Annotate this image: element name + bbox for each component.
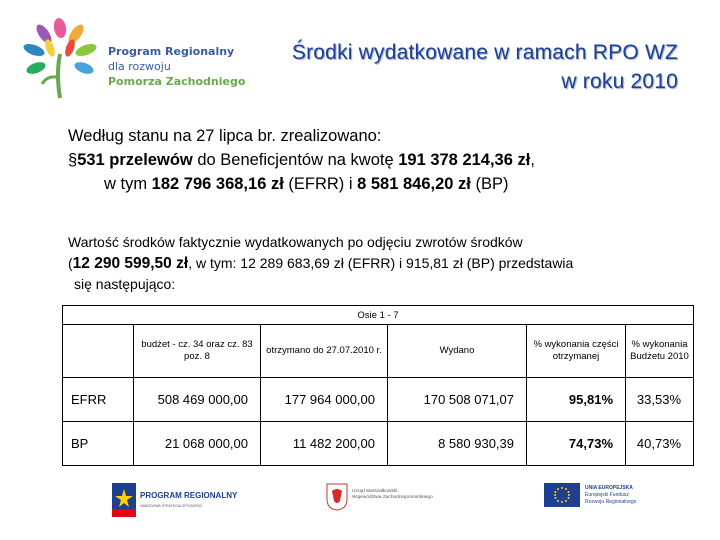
row-label: EFRR bbox=[63, 378, 134, 422]
column-header-spent: Wydano bbox=[388, 325, 527, 378]
page-title bbox=[208, 38, 678, 96]
total-amount: 191 378 214,36 zł bbox=[398, 151, 531, 169]
table-cell: 74,73% bbox=[527, 422, 626, 466]
column-header-pct-budget: % wykonania Budżetu 2010 bbox=[626, 325, 694, 378]
footer-logo3-line1: UNIA EUROPEJSKA bbox=[585, 485, 633, 491]
transfer-count: 531 przelewów bbox=[77, 151, 193, 169]
nss-star-icon bbox=[112, 483, 136, 517]
logo-line-2: dla rozwoju bbox=[108, 60, 171, 73]
column-header-pct-received: % wykonania części otrzymanej bbox=[527, 325, 626, 378]
efrr-amount: 182 796 368,16 zł bbox=[151, 175, 284, 193]
spending-table bbox=[62, 305, 694, 466]
table-cell: 40,73% bbox=[626, 422, 694, 466]
para2-line-3: się następująco: bbox=[74, 276, 176, 292]
footer-logo3-line2: Europejski Fundusz bbox=[585, 492, 629, 498]
eu-flag-icon bbox=[544, 483, 580, 507]
footer-logo1-title: PROGRAM REGIONALNY bbox=[140, 491, 238, 500]
intro-line-1: Według stanu na 27 lipca br. zrealizowano: bbox=[68, 127, 382, 145]
bp-amount: 8 581 846,20 zł bbox=[357, 175, 471, 193]
logo-line-3: Pomorza Zachodniego bbox=[108, 75, 246, 88]
table-cell: 33,53% bbox=[626, 378, 694, 422]
footer-logo-program-regionalny bbox=[112, 483, 237, 517]
logo-line-1: Program Regionalny bbox=[108, 45, 235, 58]
footer-logo-ue bbox=[544, 483, 636, 507]
spending-paragraph bbox=[68, 232, 688, 295]
intro-comma: , bbox=[530, 151, 535, 169]
intro-mid: do Beneficjentów na kwotę bbox=[192, 151, 399, 169]
row-label: BP bbox=[63, 422, 134, 466]
table-cell: 508 469 000,00 bbox=[134, 378, 261, 422]
column-header-budget: budżet - cz. 34 oraz cz. 83 poz. 8 bbox=[134, 325, 261, 378]
para2-line-2 bbox=[68, 253, 688, 274]
footer-logo2-text bbox=[352, 489, 433, 501]
net-amount: 12 290 599,50 zł bbox=[72, 255, 189, 272]
footer-logo2-line2: Województwa Zachodniopomorskiego bbox=[352, 495, 433, 500]
table-row bbox=[63, 378, 694, 422]
table-cell: 177 964 000,00 bbox=[261, 378, 388, 422]
column-header-received: otrzymano do 27.07.2010 r. bbox=[261, 325, 388, 378]
table-cell: 11 482 200,00 bbox=[261, 422, 388, 466]
para2-rest: , w tym: 12 289 683,69 zł (EFRR) i 915,81 zł (BP) przedstawia bbox=[188, 255, 574, 271]
table-row bbox=[63, 422, 694, 466]
title-line-1: Środki wydatkowane w ramach RPO WZ bbox=[291, 41, 678, 64]
group-header: Osie 1 - 7 bbox=[63, 306, 694, 325]
intro-text bbox=[68, 124, 688, 196]
footer-logo3-text bbox=[585, 485, 636, 506]
footer-logo2-line1: Urząd Marszałkowski bbox=[352, 489, 398, 494]
corner-header bbox=[63, 325, 134, 378]
bp-label: (BP) bbox=[470, 175, 509, 193]
para2-line-1: Wartość środków faktycznie wydatkowanych po odjęciu zwrotów środków bbox=[68, 234, 523, 250]
intro-line-2 bbox=[68, 148, 688, 172]
footer-logo-urzad bbox=[326, 483, 433, 511]
table-cell: 170 508 071,07 bbox=[388, 378, 527, 422]
title-line-2: w roku 2010 bbox=[561, 70, 678, 93]
table-cell: 21 068 000,00 bbox=[134, 422, 261, 466]
table-cell: 8 580 930,39 bbox=[388, 422, 527, 466]
intro-line3-prefix: w tym bbox=[104, 175, 152, 193]
intro-line-3 bbox=[68, 172, 688, 196]
coat-of-arms-icon bbox=[326, 483, 348, 511]
efrr-label: (EFRR) i bbox=[283, 175, 358, 193]
para2-open: ( bbox=[68, 255, 73, 271]
program-regionalny-logo-icon bbox=[20, 18, 100, 100]
bullet-icon: § bbox=[68, 151, 78, 169]
footer-logo3-line3: Rozwoju Regionalnego bbox=[585, 499, 637, 505]
footer-logo1-sub: NARODOWA STRATEGIA SPÓJNOŚCI bbox=[140, 504, 203, 508]
table-cell: 95,81% bbox=[527, 378, 626, 422]
